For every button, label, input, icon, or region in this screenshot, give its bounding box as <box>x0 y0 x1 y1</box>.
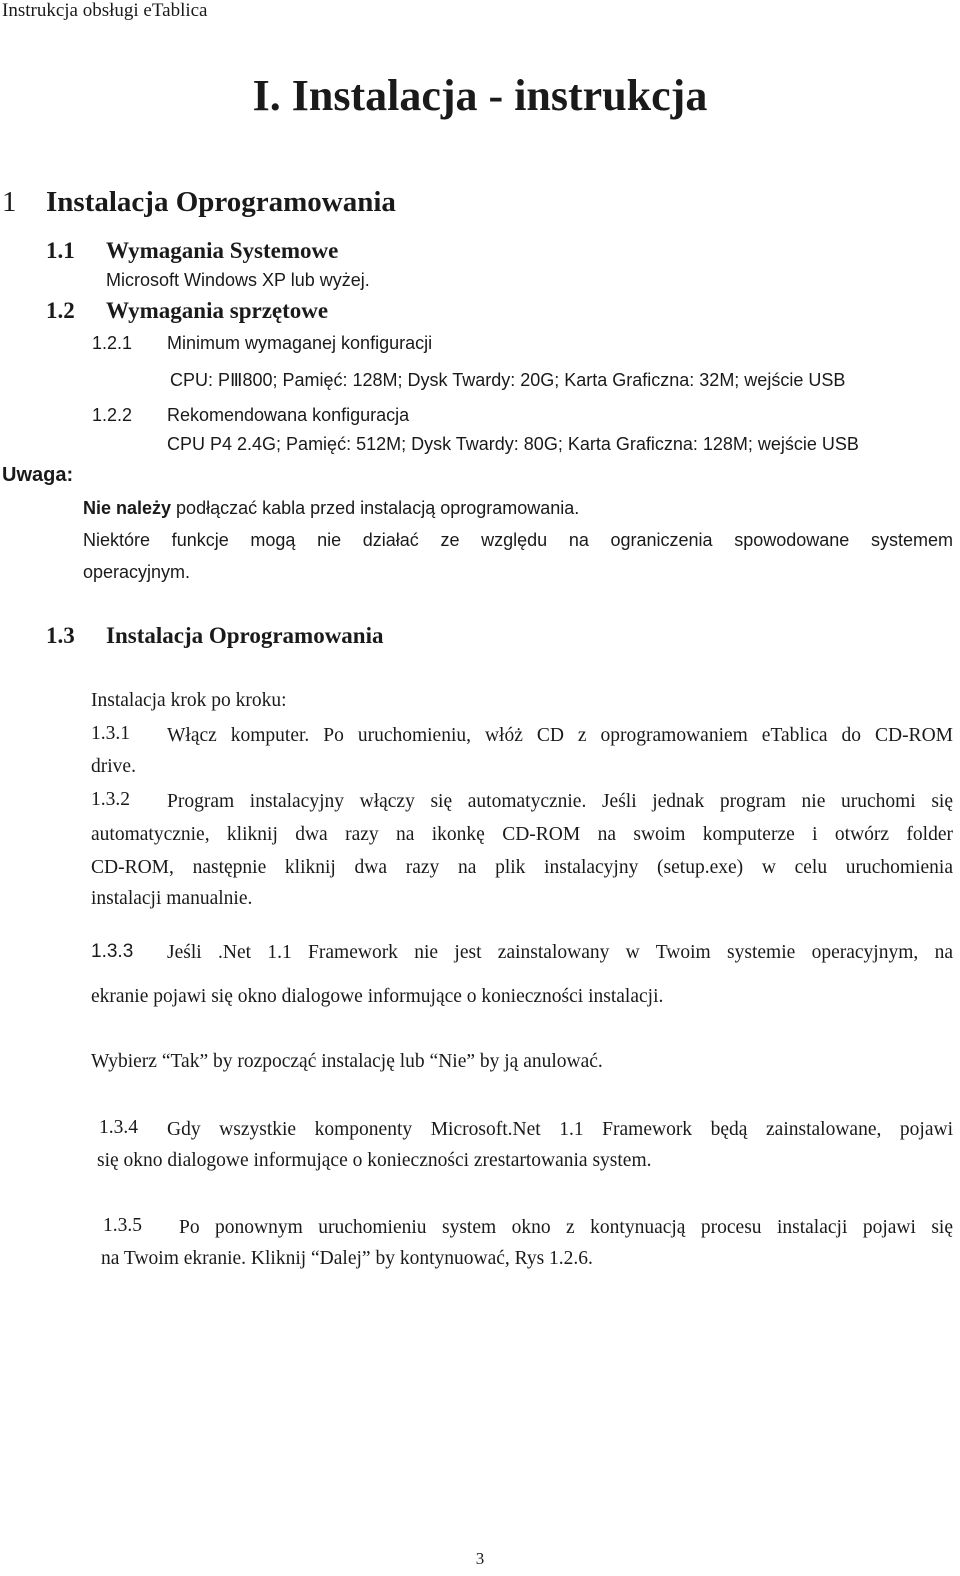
step-2-line-1: Program instalacyjny włączy się automatycznie. Jeśli jednak program nie uruchomi się <box>167 791 953 812</box>
page-header: Instrukcja obsługi eTablica <box>2 0 208 21</box>
section-1-2-2-number: 1.2.2 <box>92 405 133 425</box>
section-1-2-1-title: Minimum wymaganej konfiguracji <box>167 333 433 353</box>
minimum-spec-rest: 800; Pamięć: 128M; Dysk Twardy: 20G; Karta Graficzna: 32M; wejście USB <box>242 370 846 390</box>
step-5-line-2: na Twoim ekranie. Kliknij “Dalej” by kontynuować, Rys 1.2.6. <box>101 1248 593 1269</box>
section-1-3-title: Instalacja Oprogramowania <box>106 623 384 648</box>
step-2-line-2: automatycznie, kliknij dwa razy na ikonkę CD-ROM na swoim komputerze i otwórz folder <box>91 824 953 845</box>
step-3-line-3: Wybierz “Tak” by rozpocząć instalację lub “Nie” by ją anulować. <box>91 1051 603 1072</box>
minimum-config-spec <box>170 370 845 391</box>
note-warning-rest: podłączać kabla przed instalacją oprogramowania. <box>171 498 580 518</box>
note-warning-bold: Nie należy <box>83 498 172 518</box>
step-3-line-1: Jeśli .Net 1.1 Framework nie jest zainstalowany w Twoim systemie operacyjnym, na <box>167 942 953 963</box>
step-5-line-1: Po ponownym uruchomieniu system okno z kontynuacją procesu instalacji pojawi się <box>179 1217 953 1238</box>
step-3-line-2: ekranie pojawi się okno dialogowe informujące o konieczności instalacji. <box>91 986 664 1007</box>
note-line-1: Niektóre funkcje mogą nie działać ze względu na ograniczenia spowodowane systemem <box>83 530 953 550</box>
step-2-number: 1.3.2 <box>91 789 130 810</box>
section-1-1-title: Wymagania Systemowe <box>106 238 339 263</box>
note-line-2: operacyjnym. <box>83 562 191 582</box>
section-1-3-number: 1.3 <box>46 623 75 648</box>
section-1-title: Instalacja Oprogramowania <box>46 186 396 218</box>
note-warning <box>83 498 579 519</box>
step-2-line-4: instalacji manualnie. <box>91 888 253 909</box>
step-2-line-3: CD-ROM, następnie kliknij dwa razy na plik instalacyjny (setup.exe) w celu uruchomienia <box>91 857 953 878</box>
section-1-1-number: 1.1 <box>46 238 75 263</box>
section-1-number: 1 <box>2 186 17 218</box>
step-4-number: 1.3.4 <box>99 1117 138 1138</box>
step-1-number: 1.3.1 <box>91 723 130 744</box>
section-1-heading <box>2 186 17 219</box>
section-1-2-number: 1.2 <box>46 298 75 323</box>
note-label: Uwaga: <box>2 464 74 486</box>
step-4-line-2: się okno dialogowe informujące o konieczności zrestartowania system. <box>97 1150 652 1171</box>
step-1-line-1: Włącz komputer. Po uruchomieniu, włóż CD z oprogramowaniem eTablica do CD-ROM <box>167 725 953 746</box>
cpu-model: PⅢ <box>218 370 243 390</box>
step-1-line-2: drive. <box>91 756 136 777</box>
recommended-config-spec: CPU P4 2.4G; Pamięć: 512M; Dysk Twardy: 80G; Karta Graficzna: 128M; wejście USB <box>167 434 859 454</box>
steps-intro: Instalacja krok po kroku: <box>91 690 287 711</box>
section-1-2-2-title: Rekomendowana konfiguracja <box>167 405 410 425</box>
step-3-number: 1.3.3 <box>91 941 134 962</box>
step-5-number: 1.3.5 <box>103 1215 142 1236</box>
step-4-line-1: Gdy wszystkie komponenty Microsoft.Net 1.1 Framework będą zainstalowane, pojawi <box>167 1119 953 1140</box>
section-1-2-1-number: 1.2.1 <box>92 333 133 353</box>
page-number: 3 <box>475 1549 485 1568</box>
cpu-label: CPU: <box>170 370 219 390</box>
document-title: I. Instalacja - instrukcja <box>252 71 708 120</box>
section-1-2-title: Wymagania sprzętowe <box>106 298 329 323</box>
system-requirements-text: Microsoft Windows XP lub wyżej. <box>106 270 370 290</box>
